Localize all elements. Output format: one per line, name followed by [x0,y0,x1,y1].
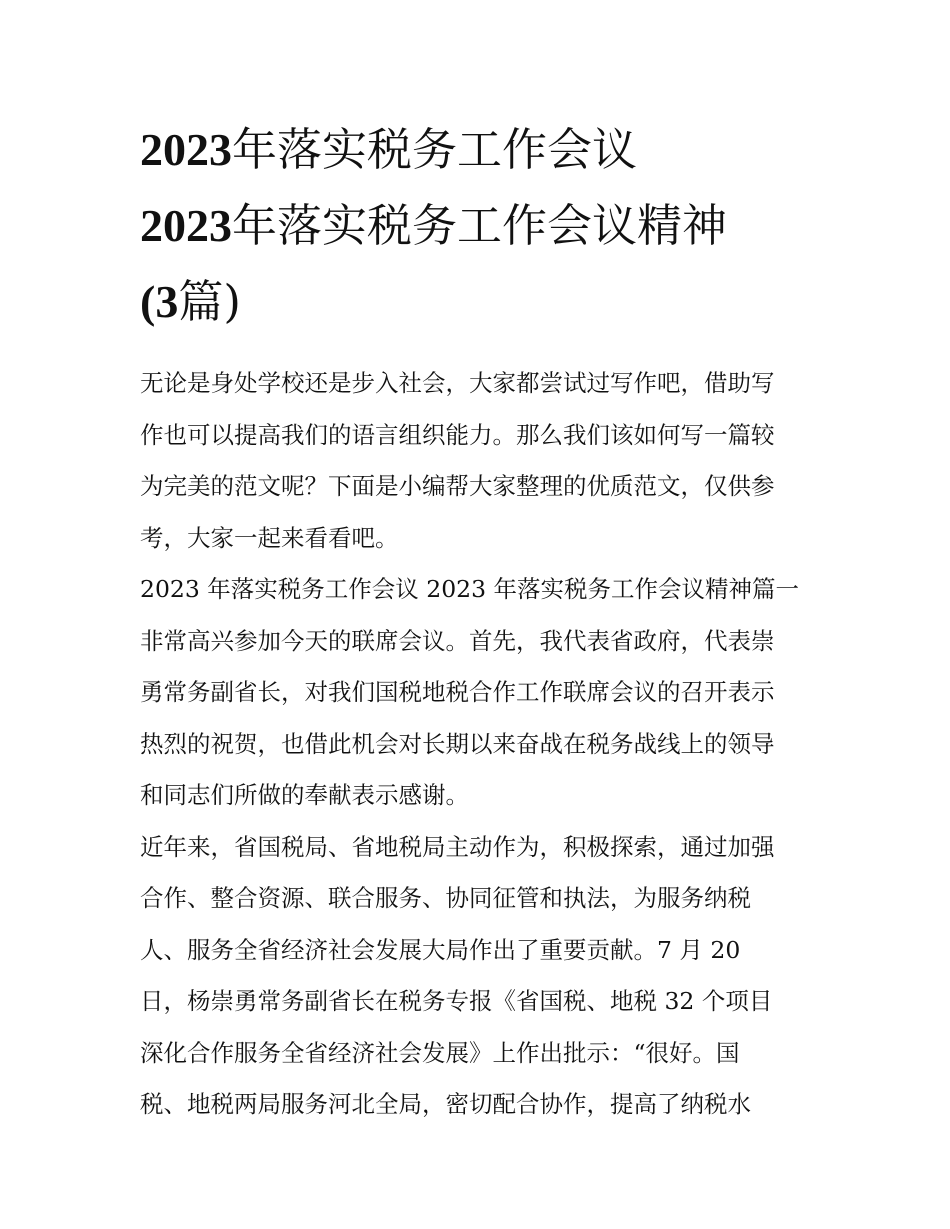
title-line-text: 年落实税务工作会议 [232,123,638,176]
title-line-number: (3 [140,276,179,327]
paragraph-section-one [140,564,820,822]
text-line: 日，杨崇勇常务副省长在税务专报《省国税、地税 32 个项目 [140,987,773,1015]
title-line-text: 篇) [178,275,241,328]
title-line [140,264,820,340]
text-line: 非常高兴参加今天的联席会议。首先，我代表省政府，代表崇 [140,626,775,655]
text-line: 考，大家一起来看看吧。 [140,523,399,552]
document-content [140,358,820,1131]
title-line [140,112,820,188]
text-line: 和同志们所做的奉献表示感谢。 [140,781,469,809]
text-line: 热烈的祝贺，也借此机会对长期以来奋战在税务战线上的领导 [140,729,775,758]
title-line-number: 2023 [140,124,232,175]
text-line: 2023 年落实税务工作会议 2023 年落实税务工作会议精神篇一 [140,575,800,603]
paragraph-recent-years [140,822,820,1131]
title-line-number: 2023 [140,200,232,251]
text-line: 税、地税两局服务河北全局，密切配合协作，提高了纳税水 [140,1090,751,1118]
text-line: 无论是身处学校还是步入社会，大家都尝试过写作吧，借助写 [140,369,775,397]
title-line-text: 年落实税务工作会议精神 [232,199,728,252]
text-line: 勇常务副省长，对我们国税地税合作工作联席会议的召开表示 [140,678,775,706]
text-line: 为完美的范文呢？下面是小编帮大家整理的优质范文，仅供参 [140,472,775,500]
text-line: 合作、整合资源、联合服务、协同征管和执法，为服务纳税 [140,884,751,912]
text-line: 作也可以提高我们的语言组织能力。那么我们该如何写一篇较 [140,420,775,449]
text-line: 人、服务全省经济社会发展大局作出了重要贡献。7 月 20 [140,935,741,964]
title-line [140,188,820,264]
text-line: 深化合作服务全省经济社会发展》上作出批示：“很好。国 [140,1038,740,1067]
document-title [140,112,820,340]
paragraph-intro [140,358,820,564]
document-body [140,112,820,1131]
text-line: 近年来，省国税局、省地税局主动作为，积极探索，通过加强 [140,832,775,861]
